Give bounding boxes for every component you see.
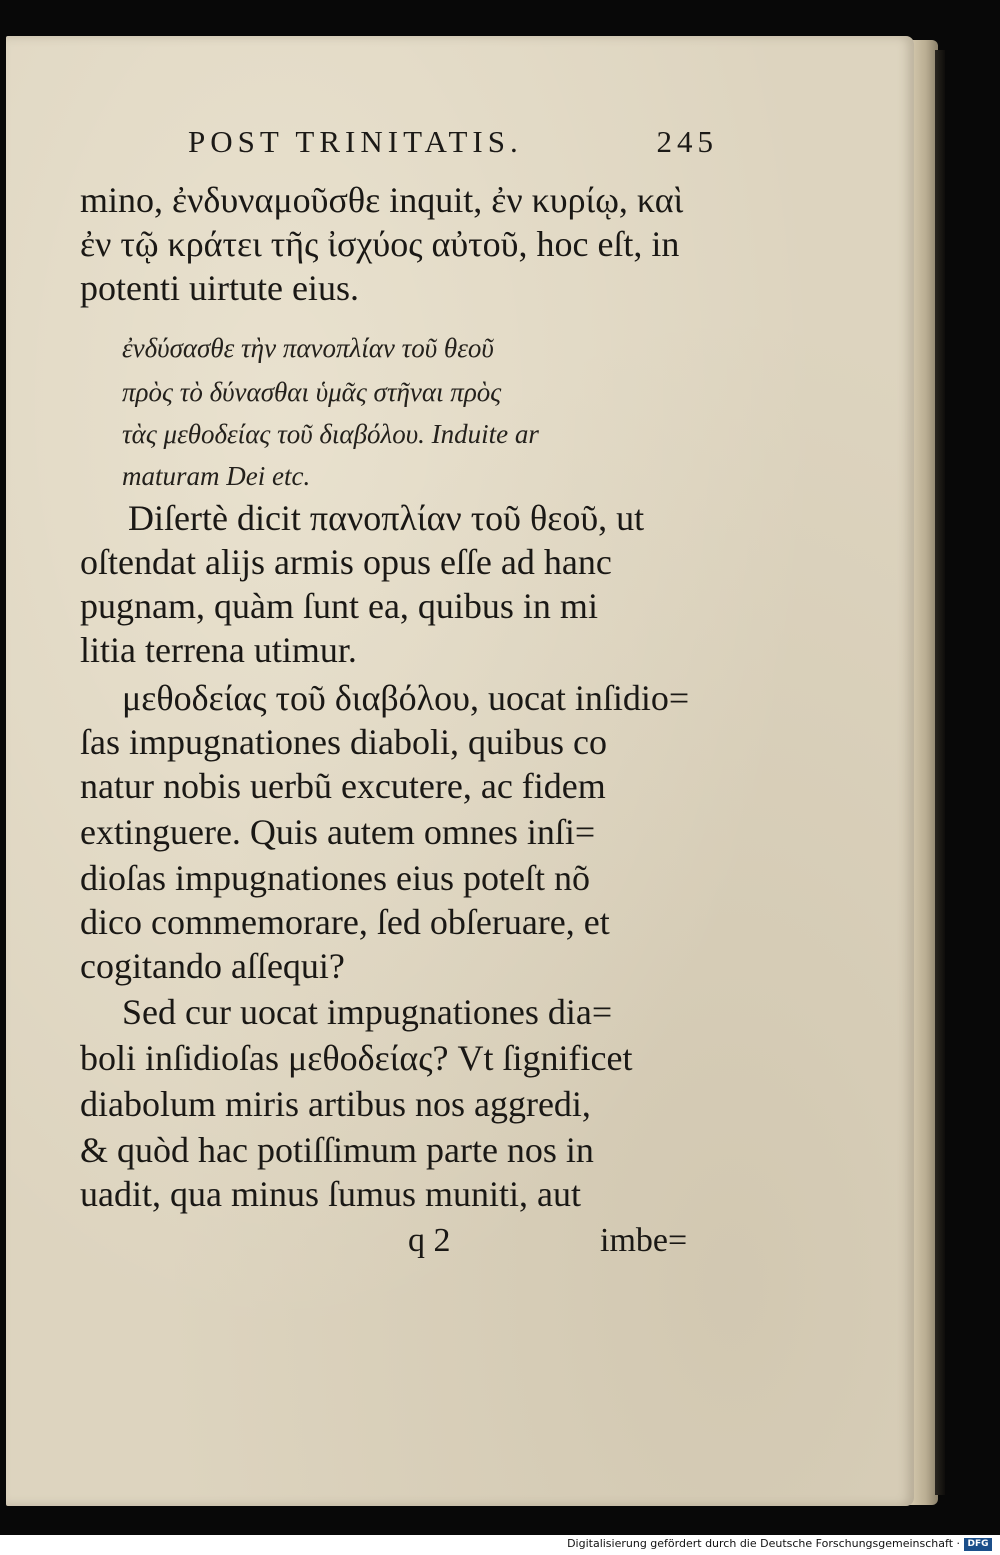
text-line: Diſertè dicit πανοπλίαν τοῦ θεοῦ, ut xyxy=(128,498,645,538)
text-line: boli inſidioſas μεθοδείας? Vt ſignificet xyxy=(80,1038,633,1078)
text-line: extinguere. Quis autem omnes inſi= xyxy=(80,812,596,852)
text-line: litia terrena utimur. xyxy=(80,630,357,670)
greek-quote-line: πρὸς τὸ δύνασθαι ὑμᾶς στῆναι πρὸς xyxy=(122,377,502,407)
text-line: oſtendat alijs armis opus eſſe ad hanc xyxy=(80,542,612,582)
page-number: 245 xyxy=(656,124,718,159)
text-line: dioſas impugnationes eius poteſt nõ xyxy=(80,858,590,898)
text-line: uadit, qua minus ſumus muniti, aut xyxy=(80,1174,581,1214)
text-line: & quòd hac potiſſimum parte nos in xyxy=(80,1130,594,1170)
dfg-logo: DFG xyxy=(964,1538,992,1551)
quote-line: maturam Dei etc. xyxy=(122,461,311,491)
greek-quote-line: τὰς μεθοδείας τοῦ διαβόλου. Induite ar xyxy=(122,419,539,449)
footer-credit: Digitalisierung gefördert durch die Deutsche Forschungsgemeinschaft · xyxy=(567,1537,960,1550)
running-head xyxy=(188,124,718,160)
catchword: imbe= xyxy=(600,1222,688,1259)
text-line: potenti uirtute eius. xyxy=(80,268,359,308)
text-line: pugnam, quàm ſunt ea, quibus in mi xyxy=(80,586,598,626)
signature-mark: q 2 xyxy=(408,1222,451,1259)
text-line: mino, ἐνδυναμοῦσθε inquit, ἐν κυρίῳ, καὶ xyxy=(80,180,684,220)
text-line: cogitando aſſequi? xyxy=(80,946,345,986)
text-line: diabolum miris artibus nos aggredi, xyxy=(80,1084,591,1124)
text-line: ἐν τῷ κράτει τῆς ἰσχύος αὐτοῦ, hoc eſt, in xyxy=(80,224,680,264)
greek-quote-line: ἐνδύσασθε τὴν πανοπλίαν τοῦ θεοῦ xyxy=(122,333,494,363)
text-line: natur nobis uerbũ excutere, ac fidem xyxy=(80,766,606,806)
text-line: dico commemorare, ſed obſeruare, et xyxy=(80,902,610,942)
text-line: μεθοδείας τοῦ διαβόλου, uocat inſidio= xyxy=(122,678,690,718)
text-line: Sed cur uocat impugnationes dia= xyxy=(122,992,613,1032)
running-head-title: POST TRINITATIS. xyxy=(188,124,523,159)
text-line: ſas impugnationes diaboli, quibus co xyxy=(80,722,607,762)
page-gutter-shadow xyxy=(935,50,945,1495)
